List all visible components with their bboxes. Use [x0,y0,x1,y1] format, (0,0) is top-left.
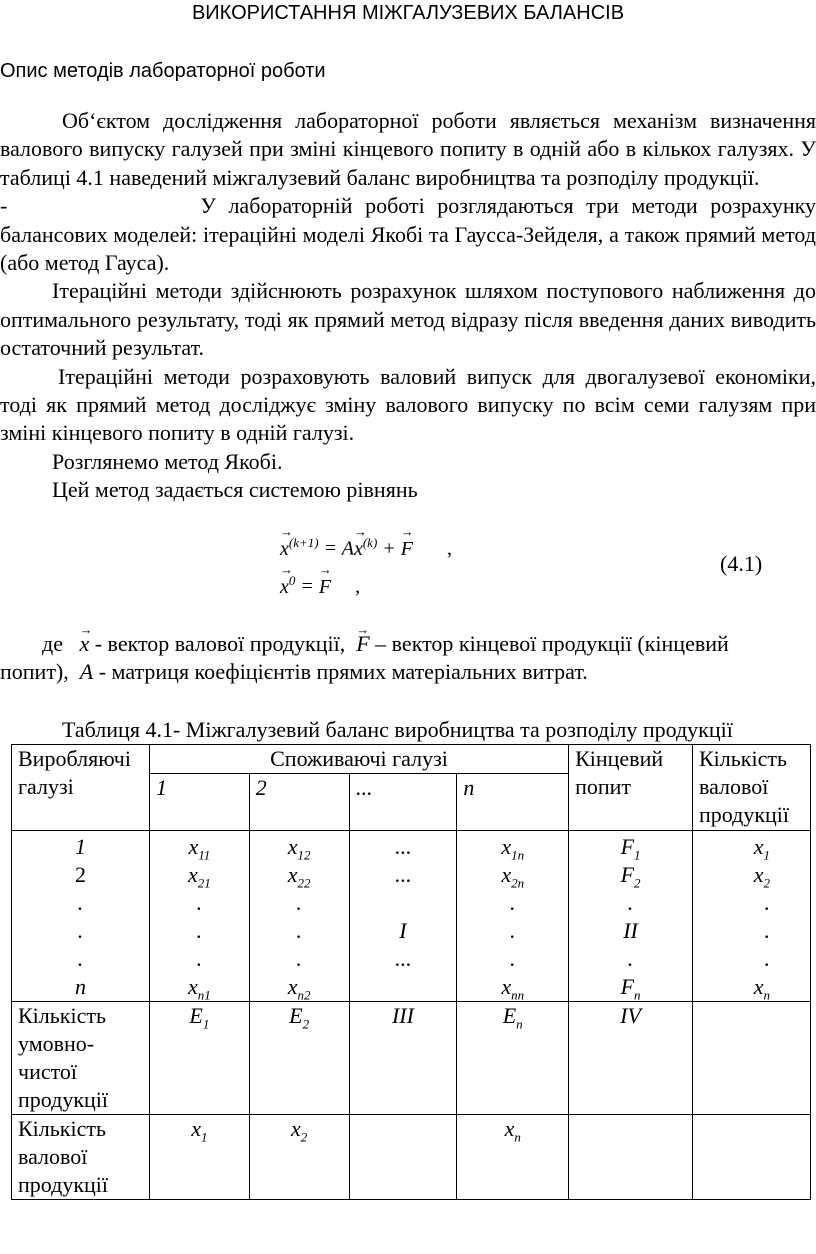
matrix-column-3 [349,831,457,1002]
gross-empty-5 [569,1115,693,1200]
index-subscript: 11 [198,847,211,863]
vector-x: → x [354,538,363,561]
index-subscript: 2n [511,875,525,891]
paragraph-iterative-2: Ітераційні методи розраховують валовий випуск для двогалузевої економіки, тоді як прямий метод досліджує зміну валового випуску по всім семи галузям при зміні кінцевого попиту в одній галузі. [0,363,816,446]
matrix-a: A [79,659,94,685]
cell: $x_1$ [753,834,770,863]
net-empty [693,1002,811,1115]
cell [356,973,451,1001]
cell: $x_{22}$ [287,862,311,891]
cell: $x_{nn}$ [501,974,525,1003]
cell: . [296,918,302,943]
paragraph-system: Цей метод задається системою рівнянь [52,477,418,503]
cell: ... [394,862,412,887]
vector-f: → F [319,576,331,599]
formula-line-2 [280,573,360,599]
gross-product-row [12,1115,811,1200]
plus-sign: + [377,537,401,560]
cell: . [764,918,770,943]
cell: . [196,890,203,915]
index-subscript: 2 [302,1016,310,1032]
gross-x2: $x_2$ [249,1115,349,1200]
net-e1: $E_1$ [149,1002,249,1115]
index-subscript: 2 [634,875,641,891]
vector-x: → x [280,576,289,599]
net-e2: $E_2$ [249,1002,349,1115]
paragraph-iterative: Ітераційні методи здійснюють розрахунок шляхом поступового наближення до оптимального результату, тоді як прямий метод відразу після введення даних виводить остаточний результат. [0,278,816,361]
header-final-demand: Кінцевий попит [569,745,693,831]
index-subscript: n [514,1129,521,1145]
matrix-row [12,831,811,1002]
index-subscript: n [763,987,770,1003]
paragraph-jacobi: Розглянемо метод Якобі. [52,448,283,474]
vector-x: → x [79,630,89,658]
subheader-col-n: n [457,774,569,831]
index-subscript: 1 [200,1129,208,1145]
index-subscript: 1 [202,1016,210,1032]
formula-line-1 [280,535,452,561]
index-subscript: 22 [297,875,311,891]
cell [356,889,451,917]
index-subscript: nn [511,987,525,1003]
index-subscript: n [516,1016,523,1032]
paragraph-methods-text: У лабораторній роботі розглядаються три методи розрахунку балансових моделей: ітераційні моделі Якобі та Гаусса-Зейделя, а також прямий метод (або метод Гауса). [0,193,816,276]
gross-product-label: Кількість валової продукції [12,1115,150,1200]
index-subscript: 12 [297,847,311,863]
cell: 1 [74,834,86,859]
cell: $F_2$ [620,862,641,891]
cell: . [764,890,770,915]
cell: n [74,974,86,999]
comma: , [355,575,361,598]
header-consuming: Споживаючі галузі [149,745,568,774]
quadrant-label: II [623,918,638,943]
header-producing: Виробляючі галузі [12,745,150,831]
index-subscript: 21 [197,875,211,891]
cell: . [196,946,203,971]
cell: $F_1$ [620,834,641,863]
index-subscript: 2 [300,1129,308,1145]
cell: . [77,890,84,915]
where-word: де [42,631,63,656]
header-gross-output: Кількість валової продукції [693,745,811,831]
index-subscript: 2 [763,875,770,891]
net-en: $E_n$ [457,1002,569,1115]
gross-empty-6 [693,1115,811,1200]
cell: ... [394,834,412,859]
cell: . [509,890,516,915]
producers-column [12,831,150,1002]
gross-empty-3 [349,1115,457,1200]
matrix-column-2 [249,831,349,1002]
page-title: ВИКОРИСТАННЯ МІЖГАЛУЗЕВИХ БАЛАНСІВ [191,2,625,24]
dash-marker: - [0,193,8,219]
cell: $x_{n1}$ [187,974,211,1003]
cell: . [296,946,302,971]
cell: $x_{1n}$ [501,834,525,863]
index-subscript: n1 [197,987,211,1003]
matrix-a: A [341,537,354,560]
where-paragraph [0,630,816,687]
quadrant-iii: III [349,1002,457,1115]
cell: . [509,918,516,943]
superscript-k1: (k+1) [288,535,319,550]
paragraph-object: Об‘єктом дослідження лабораторної роботи являється механізм визначення валового випуску галузей при зміні кінцевого попиту в одній або в кількох галузях. У таблиці 4.1 наведений міжгалузевий баланс виробництва та розподілу продукції. [0,108,816,190]
equals-sign: = [318,537,342,560]
cell: $x_{11}$ [188,834,211,863]
subheader-col-1: 1 [149,774,249,831]
cell: ... [394,946,412,971]
index-subscript: 1n [511,847,525,863]
cell: $x_{n2}$ [287,974,311,1003]
cell: $x_{2n}$ [501,862,525,891]
cell: $F_n$ [620,974,641,1003]
cell: . [627,946,634,971]
where-a-text: - матриця коефіцієнтів прямих матеріальних витрат. [98,659,588,685]
cell: . [627,890,634,915]
paragraph-methods [0,192,816,277]
table-caption: Таблиця 4.1- Міжгалузевий баланс виробництва та розподілу продукції [62,717,733,742]
header-row [12,745,811,774]
body-text [0,107,816,505]
quadrant-label: I [399,918,407,943]
comma: , [447,537,452,560]
vector-x: → x [280,538,289,561]
final-demand-column [569,831,693,1002]
cell: 2 [74,862,86,887]
cell: $x_2$ [753,862,770,891]
subheader-col-3: ... [349,774,457,831]
index-subscript: n [634,987,641,1003]
cell: . [509,946,516,971]
gross-xn: $x_n$ [457,1115,569,1200]
where-f-text: – вектор кінцевої продукції (кінцевий попит), [0,631,729,685]
index-subscript: 1 [763,847,770,863]
cell: $x_n$ [753,974,770,1003]
gross-output-column [693,831,811,1002]
equals-sign: = [295,575,319,598]
subheader-col-2: 2 [249,774,349,831]
quadrant-iv: IV [569,1002,693,1115]
cell: . [196,918,203,943]
index-subscript: 1 [634,847,641,863]
superscript-0: 0 [288,573,296,588]
cell: $x_{12}$ [287,834,311,863]
net-product-label: Кількість умовно-чистої продукції [12,1002,150,1115]
cell: $x_{21}$ [187,862,211,891]
matrix-column-n [457,831,569,1002]
vector-f: → F [356,630,369,658]
superscript-k: (k) [362,535,378,550]
cell: . [296,890,302,915]
net-product-row [12,1002,811,1115]
gross-x1: $x_1$ [149,1115,249,1200]
formula-number: (4.1) [720,551,763,576]
index-subscript: n2 [297,987,311,1003]
cell: . [77,918,84,943]
cell: . [77,946,84,971]
cell: . [764,946,770,971]
section-heading: Опис методів лабораторної роботи [0,60,326,82]
balance-table [11,744,811,1200]
matrix-column-1 [149,831,249,1002]
vector-f: → F [401,538,413,561]
where-x-text: - вектор валової продукції, [94,631,346,656]
